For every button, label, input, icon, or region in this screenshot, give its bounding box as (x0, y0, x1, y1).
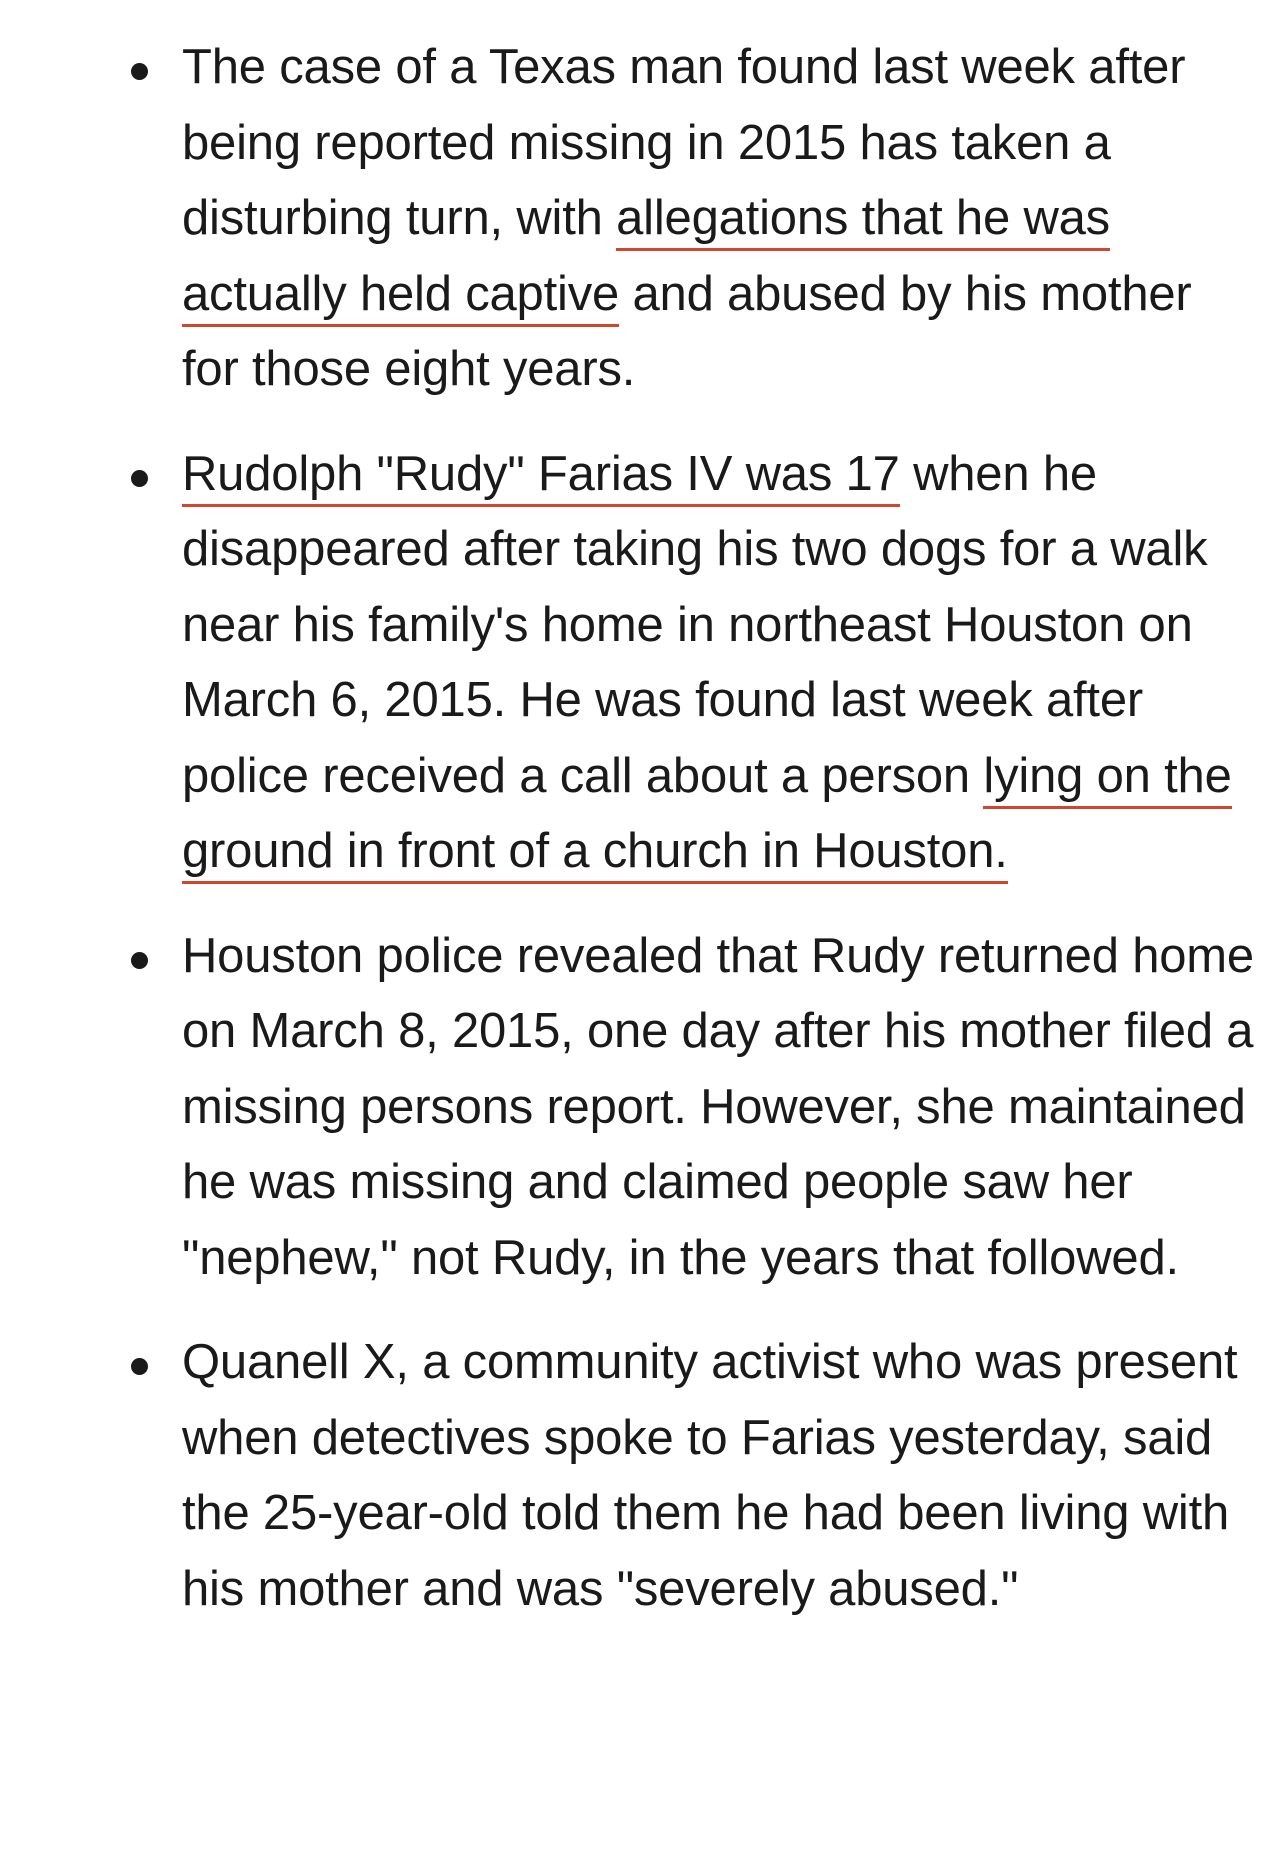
bullet-item-4 (0, 1325, 1284, 1627)
bullet-item-3 (0, 919, 1284, 1297)
bullet-1-text-after: and abused by his mother for those eight years. (182, 266, 1192, 396)
bullet-item-1 (0, 30, 1284, 408)
summary-bullet-list (0, 30, 1284, 1627)
bullet-dot-icon (131, 952, 148, 969)
bullet-4-text: Quanell X, a community activist who was present when detectives spoke to Farias yesterday, said the 25-year-old told them he had been living with his mother and was "severely abused." (182, 1335, 1238, 1616)
link-rudy-farias-was-17[interactable]: Rudolph "Rudy" Farias IV was 17 (182, 447, 900, 507)
bullet-dot-icon (131, 1358, 148, 1375)
bullet-dot-icon (131, 63, 148, 80)
bullet-1-text-before: The case of a Texas man found last week after being reported missing in 2015 has taken a disturbing turn, with (182, 40, 1186, 245)
bullet-2-text-middle: when he disappeared after taking his two dogs for a walk near his family's home in northeast Houston on March 6, 2015. He was found last week after police received a call about a person (182, 446, 1208, 803)
link-lying-in-front-of-church[interactable]: lying on the ground in front of a church in Houston. (182, 749, 1232, 885)
bullet-3-text: Houston police revealed that Rudy returned home on March 8, 2015, one day after his mother filed a missing persons report. However, she maintained he was missing and claimed people saw her "nephew," not Rudy, in the years that followed. (182, 928, 1254, 1285)
bullet-dot-icon (131, 470, 148, 487)
link-allegations-held-captive[interactable]: allegations that he was actually held captive (182, 191, 1110, 327)
bullet-item-2 (0, 437, 1284, 890)
article-body (0, 30, 1284, 1627)
